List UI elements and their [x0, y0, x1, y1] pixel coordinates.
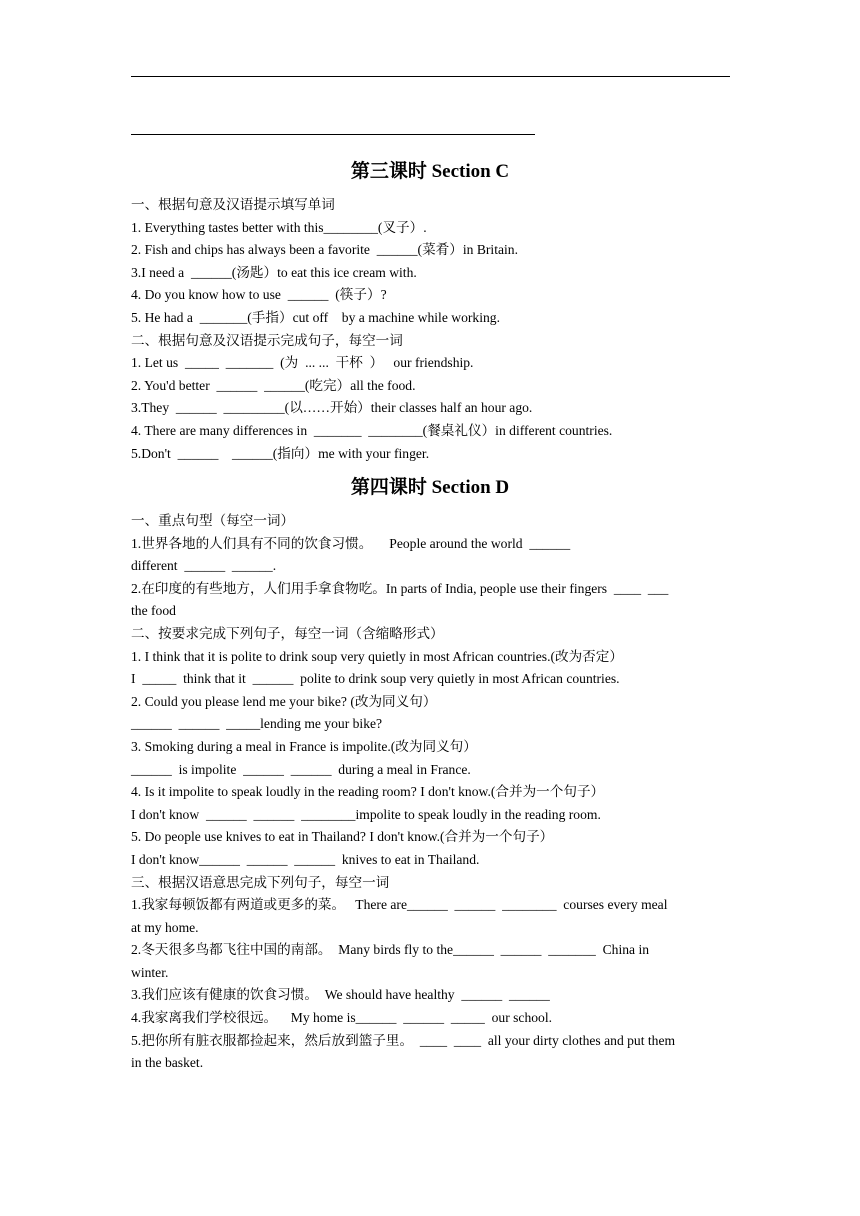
section-d-line: the food: [131, 603, 176, 619]
section-d-line: 三、根据汉语意思完成下列句子，每空一词: [131, 874, 390, 890]
section-d-line: 5.把你所有脏衣服都捡起来，然后放到篮子里。 ____ ____ all your dirty clothes and put them: [131, 1032, 676, 1048]
section-d-line: 1. I think that it is polite to drink soup very quietly in most African countries.(改为否定）: [131, 648, 623, 664]
section-c-body: [131, 194, 731, 465]
section-c-line: 1. Everything tastes better with this________(叉子）.: [131, 219, 427, 235]
section-d-line: I don't know______ ______ ______ knives to eat in Thailand.: [131, 851, 480, 867]
section-d-line: I _____ think that it ______ polite to drink soup very quietly in most African countries.: [131, 671, 620, 687]
section-d-line: 2. Could you please lend me your bike? (改为同义句）: [131, 693, 437, 709]
section-c-line: 4. There are many differences in _______ ________(餐桌礼仪）in different countries.: [131, 422, 613, 438]
section-c-line: 2. Fish and chips has always been a favorite ______(菜肴）in Britain.: [131, 242, 518, 258]
section-d-line: 4. Is it impolite to speak loudly in the reading room? I don't know.(合并为一个句子）: [131, 784, 605, 800]
section-c-line: 2. You'd better ______ ______(吃完）all the food.: [131, 377, 416, 393]
section-d-line: in the basket.: [131, 1055, 204, 1071]
section-d-line: winter.: [131, 964, 169, 980]
section-d-line: 一、重点句型（每空一词）: [131, 513, 295, 528]
section-d-line: 1.我家每顿饭都有两道或更多的菜。 There are______ ______ ________ courses every meal: [131, 897, 668, 913]
section-c-title: 第三课时 Section C: [350, 161, 510, 182]
section-c-line: 二、根据句意及汉语提示完成句子，每空一词: [131, 332, 403, 348]
section-d-line: at my home.: [131, 919, 199, 935]
section-d-line: 1.世界各地的人们具有不同的饮食习惯。 People around the world ______: [131, 535, 571, 551]
section-d-body: [131, 510, 731, 1075]
section-d-line: ______ ______ _____lending me your bike?: [131, 716, 383, 732]
section-d-line: different ______ ______.: [131, 558, 277, 574]
second-answer-line: [131, 134, 535, 135]
section-d-title: 第四课时 Section D: [350, 477, 510, 498]
section-c-line: 4. Do you know how to use ______ (筷子）?: [131, 287, 387, 303]
section-d-line: 二、按要求完成下列句子，每空一词（含缩略形式）: [131, 625, 444, 641]
top-answer-line: [131, 76, 730, 77]
section-c-line: 3.I need a ______(汤匙）to eat this ice cream with.: [131, 264, 417, 280]
section-d-line: 4.我家离我们学校很远。 My home is______ ______ _____ our school.: [131, 1010, 553, 1026]
section-d-line: 3.我们应该有健康的饮食习惯。 We should have healthy ______ ______: [131, 987, 550, 1003]
section-c-line: 1. Let us _____ _______ (为 ... ... 干杯 ） our friendship.: [131, 355, 474, 371]
section-d-line: 2.在印度的有些地方，人们用手拿食物吃。In parts of India, people use their fingers ____ ___: [131, 580, 669, 596]
section-d-line: 5. Do people use knives to eat in Thailand? I don't know.(合并为一个句子）: [131, 829, 554, 845]
section-d-line: 2.冬天很多鸟都飞往中国的南部。 Many birds fly to the______ ______ _______ China in: [131, 942, 650, 958]
section-c-line: 一、根据句意及汉语提示填写单词: [131, 197, 335, 212]
section-d-line: I don't know ______ ______ ________impolite to speak loudly in the reading room.: [131, 806, 601, 822]
section-c-line: 5. He had a _______(手指）cut off by a machine while working.: [131, 309, 500, 325]
section-c-line: 3.They ______ _________(以……开始）their classes half an hour ago.: [131, 400, 533, 416]
section-d-line: ______ is impolite ______ ______ during a meal in France.: [131, 761, 471, 777]
section-d-line: 3. Smoking during a meal in France is impolite.(改为同义句）: [131, 738, 477, 754]
section-c-line: 5.Don't ______ ______(指向）me with your finger.: [131, 445, 430, 461]
